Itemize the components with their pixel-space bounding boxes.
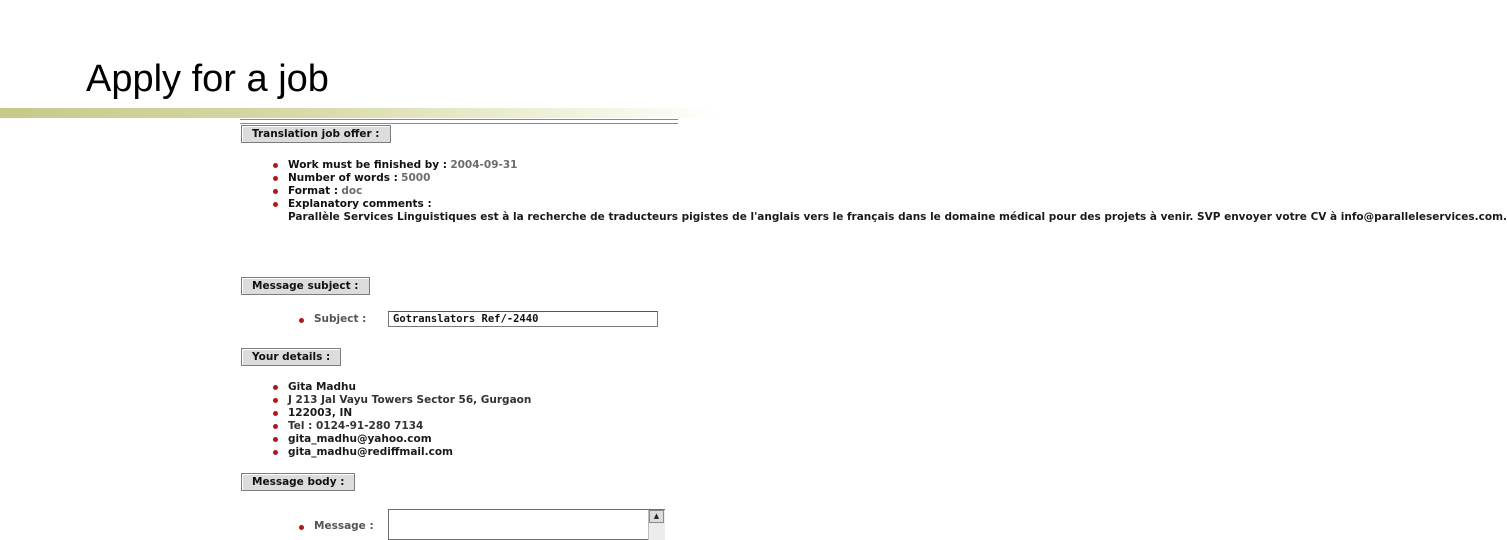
finish-label: Work must be finished by : [288, 159, 447, 171]
message-textarea[interactable] [388, 509, 665, 540]
subject-row [314, 313, 366, 325]
list-item [288, 159, 668, 172]
bullet-icon [273, 385, 278, 390]
list-item [288, 172, 668, 185]
bullet-icon [273, 437, 278, 442]
list-item [288, 198, 668, 211]
job-offer-header: Translation job offer : [241, 125, 391, 143]
detail-name: Gita Madhu [288, 381, 356, 393]
form-top-divider [240, 119, 678, 124]
message-label: Message : [314, 520, 374, 532]
list-item [288, 407, 531, 420]
detail-postcode: 122003, IN [288, 406, 353, 419]
bullet-icon [273, 450, 278, 455]
slide-title: Apply for a job [86, 58, 329, 100]
format-value: doc [341, 184, 363, 197]
bullet-icon [273, 163, 278, 168]
detail-phone: Tel : 0124-91-280 7134 [288, 419, 424, 432]
message-subject-header: Message subject : [241, 277, 370, 295]
comments-text: Parallèle Services Linguistiques est à la recherche de traducteurs pigistes de l'anglais vers le français dans le domaine médical pour des projets à venir. SVP envoyer votre CV à info@paralleleservices.com. [288, 210, 1507, 223]
bullet-icon [299, 525, 304, 530]
list-item [288, 446, 531, 459]
bullet-icon [273, 189, 278, 194]
scroll-up-icon[interactable]: ▲ [649, 510, 664, 523]
message-scrollbar[interactable] [648, 510, 665, 540]
your-details-list [288, 381, 531, 458]
bullet-icon [273, 424, 278, 429]
detail-email-2: gita_madhu@rediffmail.com [288, 445, 453, 458]
bullet-icon [273, 176, 278, 181]
words-value: 5000 [401, 171, 431, 184]
bullet-icon [299, 318, 304, 323]
subject-input[interactable]: Gotranslators Ref/-2440 [388, 311, 658, 327]
list-item [288, 185, 668, 198]
title-underline [0, 108, 720, 118]
detail-address: J 213 Jal Vayu Towers Sector 56, Gurgaon [288, 393, 532, 406]
subject-label: Subject : [314, 313, 367, 325]
list-item [288, 420, 531, 433]
message-body-header: Message body : [241, 473, 355, 491]
finish-value: 2004-09-31 [450, 159, 518, 171]
job-application-form [240, 119, 1507, 540]
bullet-icon [273, 398, 278, 403]
detail-email-1: gita_madhu@yahoo.com [288, 432, 432, 445]
message-row [314, 520, 374, 532]
list-item [288, 433, 531, 446]
comments-label: Explanatory comments : [288, 197, 432, 210]
format-label: Format : [288, 184, 339, 197]
bullet-icon [273, 202, 278, 207]
your-details-header: Your details : [241, 348, 341, 366]
bullet-icon [273, 411, 278, 416]
list-item [288, 381, 531, 394]
job-offer-list [288, 159, 1507, 224]
list-item [288, 394, 531, 407]
words-label: Number of words : [288, 171, 398, 184]
